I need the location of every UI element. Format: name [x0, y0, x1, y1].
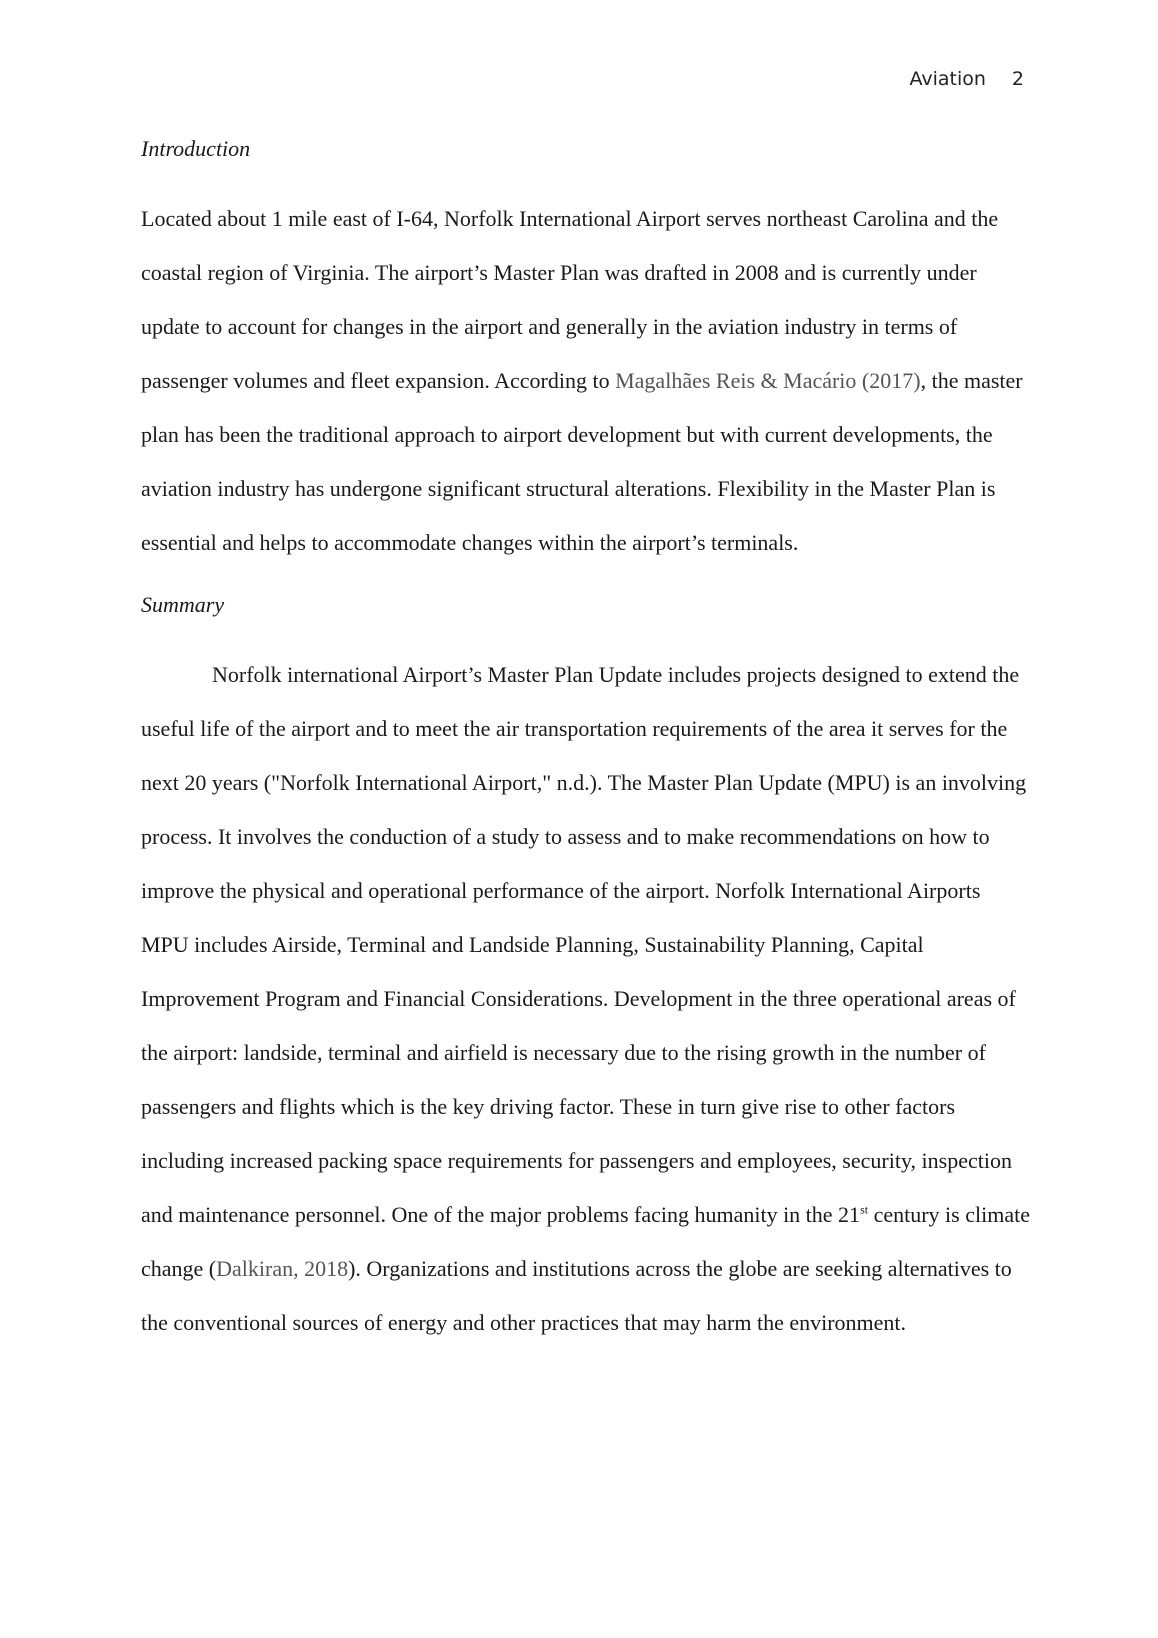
summary-paragraph: [141, 648, 1031, 1350]
page-number: 2: [1011, 68, 1024, 90]
summary-heading: Summary: [141, 592, 225, 617]
summary-text-3: ). Organizations and institutions across the globe are seeking alternatives to the conventional sources of energy and other practices that may harm the environment.: [141, 1256, 1012, 1335]
introduction-citation: Magalhães Reis & Macário (2017): [615, 368, 921, 393]
introduction-text-2: , the master plan has been the traditional approach to airport development but with current developments, the aviation industry has undergone significant structural alterations. Flexibility in the Master Plan is essential and helps to accommodate changes within the airport’s terminals.: [141, 368, 1023, 555]
introduction-paragraph: [141, 192, 1031, 570]
document-body: [141, 134, 1031, 1350]
running-head-title: Aviation: [909, 68, 986, 90]
summary-citation: Dalkiran, 2018: [216, 1256, 349, 1281]
ordinal-superscript: st: [860, 1202, 869, 1217]
introduction-heading: Introduction: [141, 136, 251, 161]
page-header: [909, 68, 1024, 90]
summary-text-2: century is climate change (: [141, 1202, 1030, 1281]
introduction-text-1: Located about 1 mile east of I-64, Norfolk International Airport serves northeast Carolina and the coastal region of Virginia. The airport’s Master Plan was drafted in 2008 and is currently under update to account for changes in the airport and generally in the aviation industry in terms of passenger volumes and fleet expansion. According to: [141, 206, 999, 393]
summary-text-1: Norfolk international Airport’s Master Plan Update includes projects designed to extend the useful life of the airport and to meet the air transportation requirements of the area it serves for the next 20 years ("Norfolk International Airport," n.d.). The Master Plan Update (MPU) is an involving process. It involves the conduction of a study to assess and to make recommendations on how to improve the physical and operational performance of the airport. Norfolk International Airports MPU includes Airside, Terminal and Landside Planning, Sustainability Planning, Capital Improvement Program and Financial Considerations. Development in the three operational areas of the airport: landside, terminal and airfield is necessary due to the rising growth in the number of passengers and flights which is the key driving factor. These in turn give rise to other factors including increased packing space requirements for passengers and employees, security, inspection and maintenance personnel. One of the major problems facing humanity in the 21: [141, 662, 1027, 1227]
